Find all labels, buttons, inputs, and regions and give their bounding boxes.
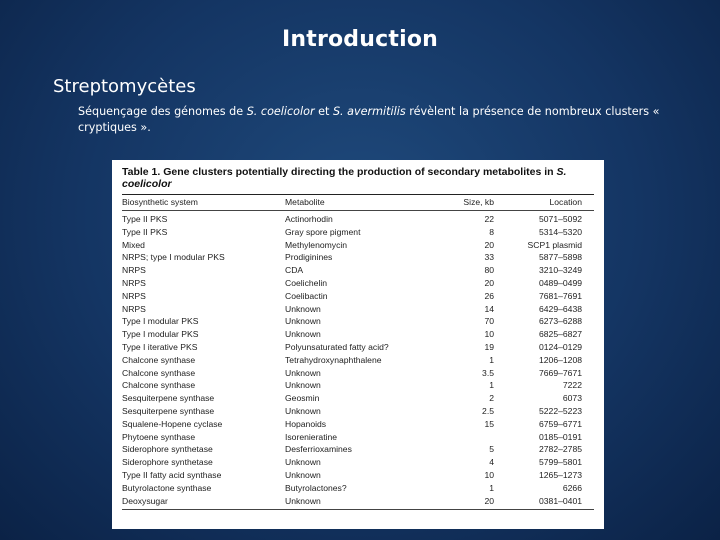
cell-metabolite: Unknown — [285, 405, 321, 416]
cell-location: 5222–5223 — [538, 405, 582, 416]
cell-location: 0381–0401 — [538, 495, 582, 506]
cell-location: 7222 — [562, 380, 582, 391]
cell-location: 7669–7671 — [538, 367, 582, 378]
table-row — [122, 251, 594, 264]
cell-biosynthetic-system: Sesquiterpene synthase — [122, 405, 215, 416]
cell-metabolite: Unknown — [285, 329, 321, 340]
table-row — [122, 405, 594, 418]
cell-location: 5314–5320 — [538, 226, 582, 237]
table-row — [122, 226, 594, 239]
cell-location: 1206–1208 — [538, 354, 582, 365]
cell-size: 14 — [484, 303, 494, 314]
table-row — [122, 418, 594, 431]
slide-heading: Streptomycètes — [53, 76, 196, 97]
cell-biosynthetic-system: Chalcone synthase — [122, 380, 196, 391]
cell-location: 6825–6827 — [538, 329, 582, 340]
cell-size: 22 — [484, 214, 494, 224]
cell-metabolite: Prodiginines — [285, 252, 333, 263]
cell-biosynthetic-system: Chalcone synthase — [122, 354, 196, 365]
table-header-rule — [122, 210, 594, 211]
body-prefix: Séquençage des génomes de — [78, 105, 247, 118]
table-row — [122, 392, 594, 405]
cell-location: 6266 — [562, 482, 582, 493]
cell-location: 0124–0129 — [538, 341, 582, 352]
table-row — [122, 469, 594, 482]
cell-metabolite: Unknown — [285, 380, 321, 391]
table-row — [122, 213, 594, 226]
cell-biosynthetic-system: Type II PKS — [122, 226, 168, 237]
cell-size: 2.5 — [482, 405, 494, 416]
cell-metabolite: Gray spore pigment — [285, 226, 361, 237]
cell-metabolite: CDA — [285, 265, 304, 276]
cell-biosynthetic-system: Squalene-Hopene cyclase — [122, 418, 223, 429]
cell-metabolite: Actinorhodin — [285, 214, 333, 224]
cell-biosynthetic-system: Type I modular PKS — [122, 316, 199, 327]
header-metabolite: Metabolite — [285, 197, 325, 207]
cell-location: 1265–1273 — [538, 469, 582, 480]
cell-size: 70 — [484, 316, 494, 327]
table-row — [122, 239, 594, 252]
cell-size: 2 — [489, 393, 494, 404]
cell-biosynthetic-system: Type I modular PKS — [122, 329, 199, 340]
cell-location: 6073 — [562, 393, 582, 404]
table-row — [122, 290, 594, 303]
cell-size: 10 — [484, 329, 494, 340]
cell-metabolite: Butyrolactones? — [285, 482, 347, 493]
cell-biosynthetic-system: Sesquiterpene synthase — [122, 393, 215, 404]
table-row — [122, 328, 594, 341]
species-coelicolor: S. coelicolor — [246, 105, 315, 118]
cell-biosynthetic-system: Phytoene synthase — [122, 431, 196, 442]
table-row — [122, 341, 594, 354]
cell-metabolite: Unknown — [285, 457, 321, 468]
cell-size: 20 — [484, 277, 494, 288]
cell-biosynthetic-system: Siderophore synthetase — [122, 457, 213, 468]
cell-size: 20 — [484, 495, 494, 506]
cell-size: 1 — [489, 354, 494, 365]
cell-location: 5071–5092 — [538, 214, 582, 224]
cell-biosynthetic-system: NRPS — [122, 277, 146, 288]
cell-metabolite: Desferrioxamines — [285, 444, 352, 455]
cell-metabolite: Unknown — [285, 316, 321, 327]
cell-biosynthetic-system: Chalcone synthase — [122, 367, 196, 378]
body-mid: et — [314, 105, 333, 118]
cell-size: 19 — [484, 341, 494, 352]
cell-biosynthetic-system: NRPS — [122, 265, 146, 276]
cell-size: 20 — [484, 239, 494, 250]
cell-biosynthetic-system: NRPS — [122, 303, 146, 314]
slide-title: Introduction — [281, 27, 438, 52]
table-row — [122, 456, 594, 469]
slide-body-text — [78, 104, 678, 136]
cell-size: 1 — [489, 482, 494, 493]
cell-metabolite: Polyunsaturated fatty acid? — [285, 341, 389, 352]
cell-location: 6273–6288 — [538, 316, 582, 327]
cell-size: 8 — [489, 226, 494, 237]
cell-location: 0489–0499 — [538, 277, 582, 288]
cell-location: 2782–2785 — [538, 444, 582, 455]
cell-biosynthetic-system: Deoxysugar — [122, 495, 168, 506]
cell-biosynthetic-system: NRPS — [122, 290, 146, 301]
cell-metabolite: Isorenieratine — [285, 431, 338, 442]
table-row — [122, 354, 594, 367]
cell-biosynthetic-system: Siderophore synthetase — [122, 444, 213, 455]
cell-location: 5877–5898 — [538, 252, 582, 263]
table-body — [122, 213, 594, 507]
table-bottom-rule — [122, 509, 594, 510]
cell-biosynthetic-system: Butyrolactone synthase — [122, 482, 212, 493]
table-row — [122, 443, 594, 456]
table-row — [122, 303, 594, 316]
table-caption-species: S. coelicolor — [122, 166, 567, 190]
cell-biosynthetic-system: Type I iterative PKS — [122, 341, 198, 352]
cell-metabolite: Unknown — [285, 367, 321, 378]
cell-location: 5799–5801 — [538, 457, 582, 468]
cell-location: SCP1 plasmid — [527, 239, 582, 250]
table-row — [122, 367, 594, 380]
table-row — [122, 315, 594, 328]
cell-size: 80 — [484, 265, 494, 276]
cell-location: 6429–6438 — [538, 303, 582, 314]
table-row — [122, 277, 594, 290]
cell-biosynthetic-system: NRPS; type I modular PKS — [122, 252, 225, 263]
cell-size — [447, 431, 494, 444]
species-avermitilis: S. avermitilis — [332, 105, 406, 118]
cell-biosynthetic-system: Mixed — [122, 239, 145, 250]
cell-metabolite: Tetrahydroxynaphthalene — [285, 354, 382, 365]
cell-metabolite: Methylenomycin — [285, 239, 348, 250]
cell-size: 26 — [484, 290, 494, 301]
cell-location: 3210–3249 — [538, 265, 582, 276]
cell-size: 15 — [484, 418, 494, 429]
table-row — [122, 264, 594, 277]
table-row — [122, 482, 594, 495]
header-biosynthetic-system: Biosynthetic system — [122, 197, 198, 207]
cell-metabolite: Coelichelin — [285, 277, 328, 288]
cell-metabolite: Geosmin — [285, 393, 320, 404]
cell-biosynthetic-system: Type II fatty acid synthase — [122, 469, 222, 480]
table-row — [122, 431, 594, 444]
cell-size: 5 — [489, 444, 494, 455]
cell-size: 3.5 — [482, 367, 494, 378]
cell-size: 10 — [484, 469, 494, 480]
cell-metabolite: Hopanoids — [285, 418, 327, 429]
gene-cluster-table-figure — [112, 160, 604, 529]
cell-metabolite: Unknown — [285, 495, 321, 506]
header-size: Size, kb — [463, 197, 494, 207]
cell-metabolite: Unknown — [285, 303, 321, 314]
cell-location: 7681–7691 — [538, 290, 582, 301]
cell-biosynthetic-system: Type II PKS — [122, 214, 168, 224]
cell-location: 6759–6771 — [538, 418, 582, 429]
table-header-row — [122, 195, 594, 210]
cell-location: 0185–0191 — [538, 431, 582, 442]
table-caption-main: Table 1. Gene clusters potentially directing the production of secondary metabolites in — [122, 166, 557, 178]
cell-metabolite: Unknown — [285, 469, 321, 480]
table-row — [122, 379, 594, 392]
table-caption — [122, 166, 594, 190]
body-suffix: révèlent la présence de nombreux clusters « cryptiques ». — [78, 105, 660, 134]
cell-metabolite: Coelibactin — [285, 290, 328, 301]
cell-size: 1 — [489, 380, 494, 391]
table-row — [122, 495, 594, 508]
header-location: Location — [549, 197, 582, 207]
cell-size: 33 — [484, 252, 494, 263]
cell-size: 4 — [489, 457, 494, 468]
